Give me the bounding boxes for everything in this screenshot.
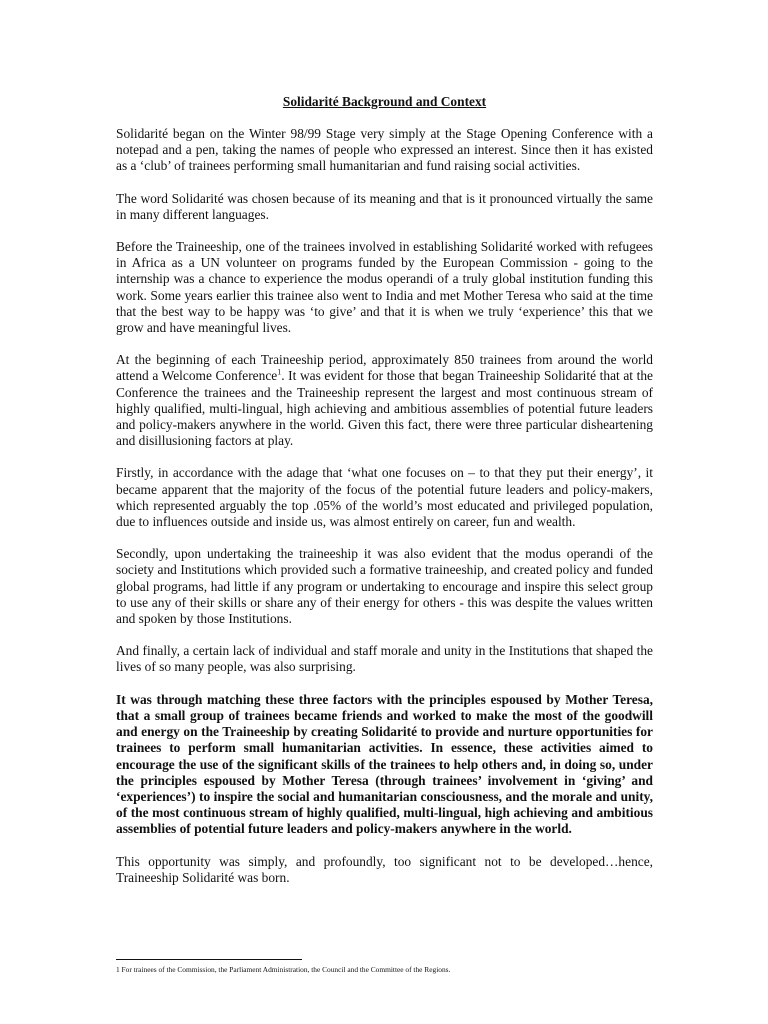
paragraph-welcome-conference bbox=[116, 352, 653, 449]
paragraph-name-meaning: The word Solidarité was chosen because of its meaning and that is it pronounced virtually the same in many different languages. bbox=[116, 190, 653, 222]
footnote-divider bbox=[116, 959, 302, 960]
document-page bbox=[116, 94, 653, 902]
paragraph-welcome-conference-text-continued: . It was evident for those that began Traineeship Solidarité that at the Conference the trainees and the Traineeship represent the largest and most continuous stream of highly qualified, multi-lingual, high achieving and ambitious assemblies of potential future leaders and policy-makers anywhere in the world. Given this fact, there were three particular disheartening and disillusioning factors at play. bbox=[116, 368, 653, 449]
footnote-reference: 1 bbox=[277, 367, 282, 377]
document-title: Solidarité Background and Context bbox=[282, 94, 487, 109]
paragraph-finally: And finally, a certain lack of individual and staff morale and unity in the Institutions that shaped the lives of so many people, was also surprising. bbox=[116, 643, 653, 675]
paragraph-welcome-conference-text: At the beginning of each Traineeship period, approximately 850 trainees from around the world attend a Welcome Conference bbox=[116, 352, 653, 384]
paragraph-origin: Solidarité began on the Winter 98/99 Stage very simply at the Stage Opening Conference with a notepad and a pen, taking the names of people who expressed an interest. Since then it has existed as a ‘club’ of trainees performing small humanitarian and fund raising social activities. bbox=[116, 126, 653, 174]
paragraph-firstly: Firstly, in accordance with the adage that ‘what one focuses on – to that they put their energy’, it became apparent that the majority of the focus of the potential future leaders and policy-makers, which represented arguably the top .05% of the world’s most educated and privileged population, due to influences outside and inside us, was almost entirely on career, fun and wealth. bbox=[116, 465, 653, 530]
paragraph-conclusion: This opportunity was simply, and profoundly, too significant not to be developed…hence, Traineeship Solidarité was born. bbox=[116, 853, 653, 885]
paragraph-secondly: Secondly, upon undertaking the traineeship it was also evident that the modus operandi of the society and Institutions which provided such a formative traineeship, and created policy and funded global programs, had little if any program or undertaking to encourage and inspire this select group to use any of their skills or share any of their energy for others - this was despite the values written and spoken by those Institutions. bbox=[116, 546, 653, 627]
paragraph-mother-teresa-principles: It was through matching these three factors with the principles espoused by Mother Teresa, that a small group of trainees became friends and worked to make the most of the goodwill and energy on the Traineeship by creating Solidarité to provide and nurture opportunities for trainees to perform small humanitarian activities. In essence, these activities aimed to encourage the use of the significant skills of the trainees to help others and, in doing so, under the principles espoused by Mother Teresa (through trainees’ involvement in ‘giving’ and ‘experiences’) to inspire the social and humanitarian consciousness, and the morale and unity, of the most continuous stream of highly qualified, multi-lingual, high achieving and ambitious assemblies of potential future leaders and policy-makers anywhere in the world. bbox=[116, 691, 653, 837]
paragraph-before-traineeship: Before the Traineeship, one of the trainees involved in establishing Solidarité worked with refugees in Africa as a UN volunteer on programs funded by the European Commission - going to the internship was a chance to experience the modus operandi of a truly global institution funding this work. Some years earlier this trainee also went to India and met Mother Teresa who said at the time that the best way to be happy was ‘to give’ and that it is when we truly ‘experience’ this that we grow and have meaningful lives. bbox=[116, 239, 653, 336]
footnote-text: 1 For trainees of the Commission, the Parliament Administration, the Council and the Committee of the Regions. bbox=[116, 965, 451, 974]
